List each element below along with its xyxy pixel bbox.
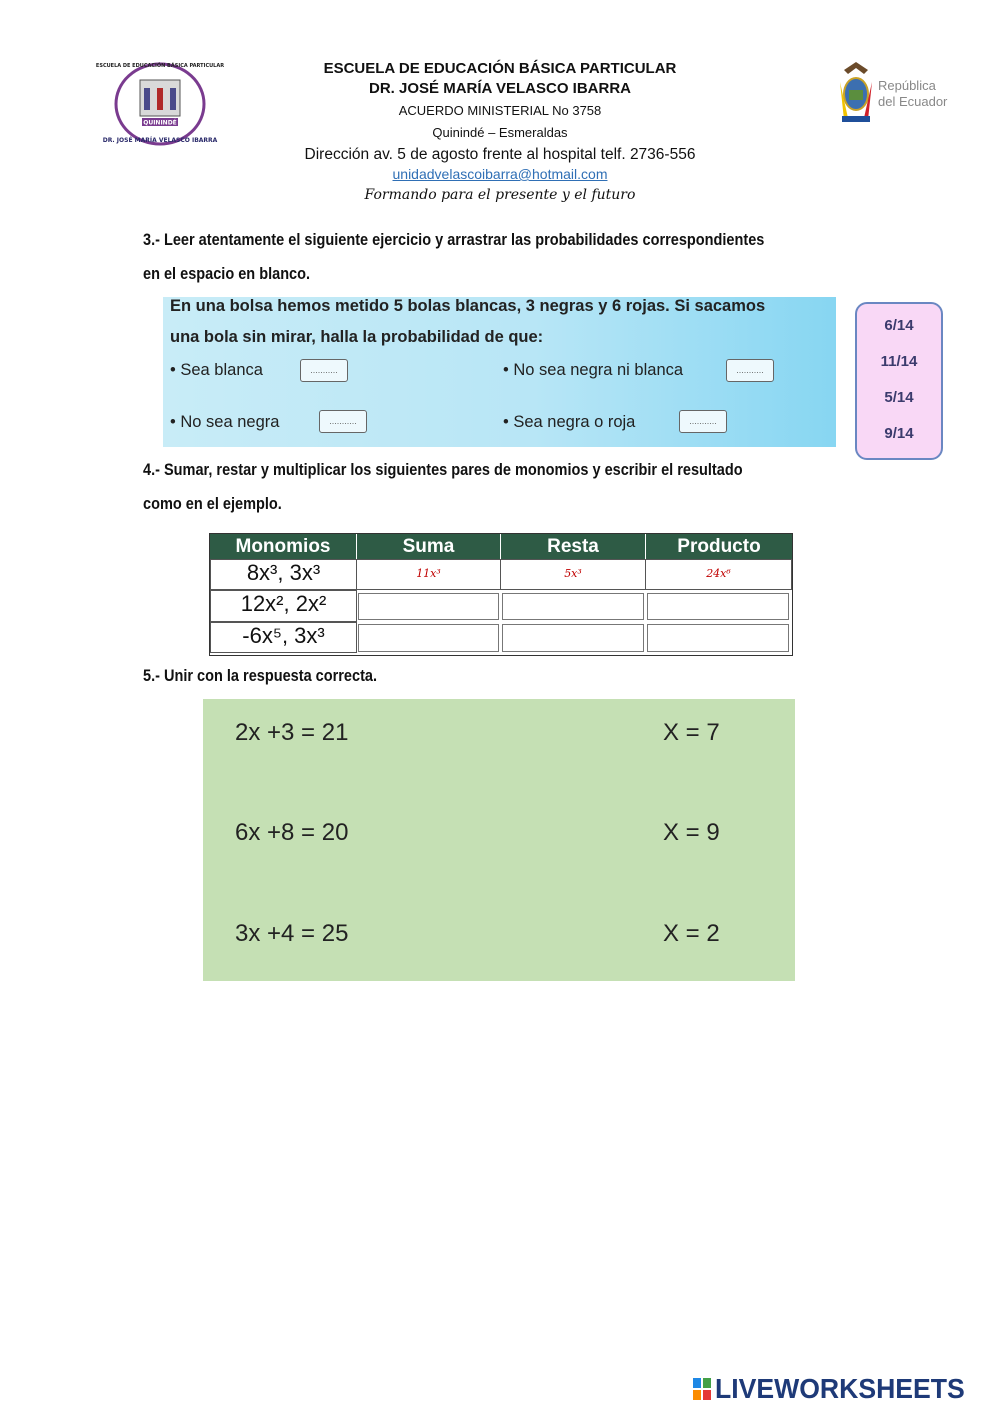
school-name: ESCUELA DE EDUCACIÓN BÁSICA PARTICULAR <box>323 60 677 77</box>
school-logo <box>95 58 225 146</box>
ex4-heading-line2: como en el ejemplo. <box>143 495 282 513</box>
school-address: Dirección av. 5 de agosto frente al hospital telf. 2736-556 <box>304 146 696 163</box>
col-header-suma: Suma <box>357 534 500 559</box>
answer-input-resta-row3[interactable] <box>502 624 644 652</box>
republica-label: República <box>878 78 936 93</box>
answer-input-producto-row2[interactable] <box>647 593 789 620</box>
ex3-drop-sea-blanca[interactable]: ........... <box>300 359 348 382</box>
col-header-monomios: Monomios <box>210 534 356 559</box>
table-row-monomios: 12x², 2x² <box>210 590 357 622</box>
answer-input-producto-row3[interactable] <box>647 624 789 652</box>
ex3-prompt-line1: En una bolsa hemos metido 5 bolas blancas, 3 negras y 6 rojas. Si sacamos <box>170 297 766 315</box>
example-suma: 11x³ <box>356 559 501 590</box>
ex3-heading-line1: 3.- Leer atentamente el siguiente ejercicio y arrastrar las probabilidades correspondientes <box>143 231 765 249</box>
logo-ring-text: DR. JOSÉ MARÍA VELASCO IBARRA <box>102 137 218 144</box>
school-motto: Formando para el presente y el futuro <box>364 187 636 203</box>
ex5-heading: 5.- Unir con la respuesta correcta. <box>143 667 378 685</box>
answer-chip[interactable]: 5/14 <box>884 389 914 406</box>
example-producto: 24x⁶ <box>645 559 792 590</box>
col-header-producto: Producto <box>646 534 792 559</box>
answer-chip[interactable]: 11/14 <box>880 353 918 370</box>
acuerdo-ministerial: ACUERDO MINISTERIAL No 3758 <box>398 103 602 118</box>
ex3-drop-no-negra[interactable]: ........... <box>319 410 367 433</box>
equation-item[interactable]: 2x +3 = 21 <box>235 719 349 746</box>
equation-item[interactable]: 6x +8 = 20 <box>235 819 349 846</box>
answer-input-suma-row2[interactable] <box>358 593 499 620</box>
ex4-heading-line1: 4.- Sumar, restar y multiplicar los siguientes pares de monomios y escribir el resultado <box>143 461 743 479</box>
answer-input-resta-row2[interactable] <box>502 593 644 620</box>
ex3-item-sea-blanca: • Sea blanca <box>170 361 263 379</box>
school-city: Quinindé – Esmeraldas <box>432 125 568 140</box>
logo-banner-text: QUININDÉ <box>143 119 177 127</box>
ex3-drop-no-negra-ni-blanca[interactable]: ........... <box>726 359 774 382</box>
ecuador-coat-of-arms <box>834 60 948 132</box>
answer-chip[interactable]: 6/14 <box>884 317 914 334</box>
ex3-item-no-negra: • No sea negra <box>170 413 280 431</box>
solution-item[interactable]: X = 2 <box>663 920 720 947</box>
solution-item[interactable]: X = 9 <box>663 819 720 846</box>
answer-input-suma-row3[interactable] <box>358 624 499 652</box>
col-header-resta: Resta <box>501 534 645 559</box>
ex3-answer-bank <box>855 302 943 460</box>
del-ecuador-label: del Ecuador <box>878 94 948 109</box>
ex3-heading-line2: en el espacio en blanco. <box>143 265 311 283</box>
solution-item[interactable]: X = 7 <box>663 719 720 746</box>
ex5-matching-box <box>203 699 795 981</box>
table-row-monomios: -6x⁵, 3x³ <box>210 622 357 653</box>
equation-item[interactable]: 3x +4 = 25 <box>235 920 349 947</box>
example-resta: 5x³ <box>500 559 646 590</box>
liveworksheets-logo-icon <box>693 1377 713 1401</box>
brand-text: LIVEWORKSHEETS <box>715 1373 965 1404</box>
logo-top-text: ESCUELA DE EDUCACIÓN BÁSICA PARTICULAR <box>95 63 225 69</box>
ex3-item-negra-o-roja: • Sea negra o roja <box>503 413 636 431</box>
school-director: DR. JOSÉ MARÍA VELASCO IBARRA <box>369 80 631 97</box>
table-row-monomios: 8x³, 3x³ <box>210 559 357 590</box>
ex3-drop-negra-o-roja[interactable]: ........... <box>679 410 727 433</box>
liveworksheets-brand <box>693 1375 978 1403</box>
ex3-item-no-negra-ni-blanca: • No sea negra ni blanca <box>503 361 684 379</box>
monomios-table <box>209 533 793 656</box>
ex3-prompt-line2: una bola sin mirar, halla la probabilidad de que: <box>170 328 544 346</box>
school-email-link[interactable]: unidadvelascoibarra@hotmail.com <box>392 166 608 182</box>
answer-chip[interactable]: 9/14 <box>884 425 914 442</box>
